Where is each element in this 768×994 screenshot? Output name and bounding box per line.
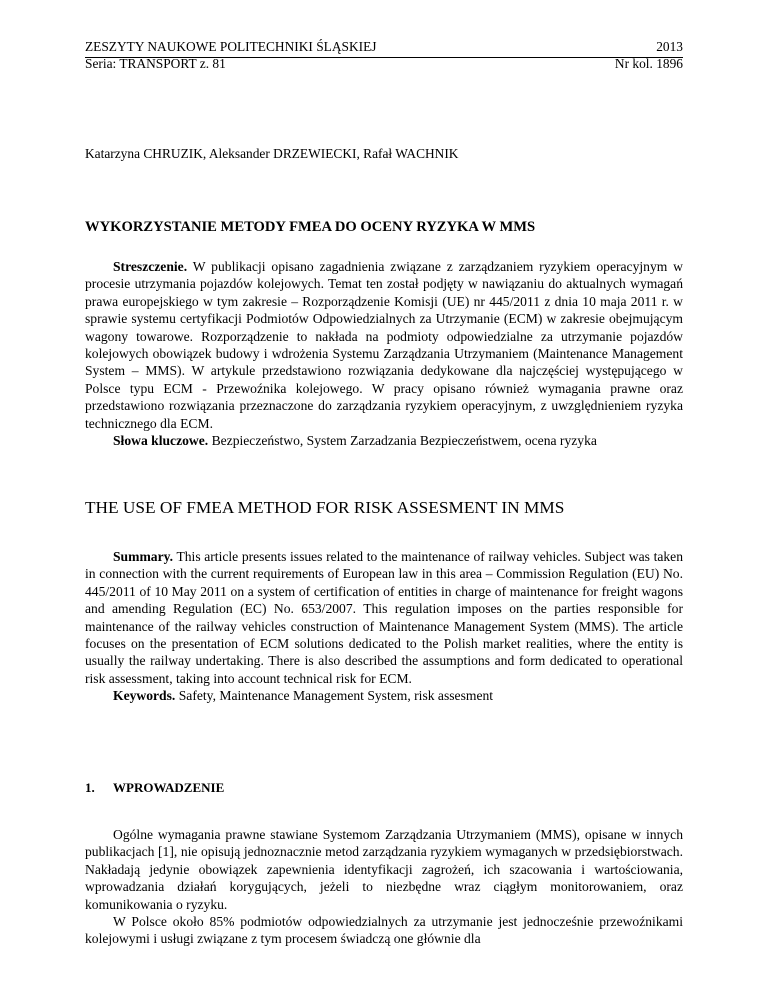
keywords-polish-label: Słowa kluczowe. xyxy=(113,433,209,449)
abstract-english xyxy=(85,548,683,705)
body-text xyxy=(85,826,683,948)
keywords-polish xyxy=(85,432,683,449)
keywords-english-text: Safety, Maintenance Management System, risk assesment xyxy=(178,688,494,704)
running-header xyxy=(85,38,683,72)
abstract-polish-text xyxy=(85,258,683,432)
paragraph: W Polsce około 85% podmiotów odpowiedzialnych za utrzymanie jest jednocześnie przewoźnikami kolejowymi i usługi związane z tym procesem świadczą one głównie dla xyxy=(85,914,683,947)
abstract-polish xyxy=(85,258,683,449)
title-polish: WYKORZYSTANIE METODY FMEA DO OCENY RYZYKA W MMS xyxy=(85,219,536,235)
title-english: THE USE OF FMEA METHOD FOR RISK ASSESMENT IN MMS xyxy=(85,498,565,517)
keywords-polish-text: Bezpieczeństwo, System Zarzadzania Bezpieczeństwem, ocena ryzyka xyxy=(211,433,597,449)
journal-name: ZESZYTY NAUKOWE POLITECHNIKI ŚLĄSKIEJ xyxy=(85,39,377,54)
journal-number: Nr kol. 1896 xyxy=(614,56,683,71)
section-heading xyxy=(85,780,224,796)
header-rule xyxy=(85,57,683,58)
authors: Katarzyna CHRUZIK, Aleksander DRZEWIECKI, Rafał WACHNIK xyxy=(85,146,459,161)
journal-year: 2013 xyxy=(656,39,683,54)
abstract-english-label: Summary. xyxy=(113,549,174,564)
section-number: 1. xyxy=(85,780,95,795)
section-title: WPROWADZENIE xyxy=(113,780,225,795)
paragraph: Ogólne wymagania prawne stawiane Systemom Zarządzania Utrzymaniem (MMS), opisane w innych publikacjach [1], nie opisują jednoznacznie metod zarządzania ryzykiem wymaganych w przedsiębiorstwach. Nakładają jedynie obowiązek zapewnienia identyfikacji zagrożeń, ich szacowania i wartościowania, wprowadzania działań korygujących, jeżeli to niezbędne wraz ciągłym monitorowaniem, oraz komunikowania o ryzyku. xyxy=(85,827,683,912)
keywords-english-label: Keywords. xyxy=(113,688,176,704)
keywords-english xyxy=(85,687,683,704)
abstract-english-body: This article presents issues related to the maintenance of railway vehicles. Subject was taken in connection with the current requirements of European law in this area – Commission Regulation (EU) No. 445/2011 of 10 May 2011 on a system of certification of entities in charge of maintenance for freight wagons and amending Regulation (EC) No. 653/2007. This regulation imposes on the parties responsible for maintenance of the railway vehicles construction of Maintenance Management System (MMS). The article focuses on the presentation of ECM solutions dedicated to the Polish market realities, where the entity is usually the railway undertaking. There is also described the assumptions and form dedicated to operational risk assessment, taking into account technical risk for ECM. xyxy=(85,549,684,686)
abstract-english-text xyxy=(85,548,683,687)
abstract-polish-body: W publikacji opisano zagadnienia związane z zarządzaniem ryzykiem operacyjnym w procesie utrzymania pojazdów kolejowych. Temat ten został podjęty w nawiązaniu do aktualnych wymagań prawa europejskiego w tym zakresie – Rozporządzenie Komisji (UE) nr 445/2011 z dnia 10 maja 2011 r. w sprawie systemu certyfikacji Podmiotów Odpowiedzialnych za Utrzymanie (ECM) w zakresie obejmującym wagony towarowe. Rozporządzenie to nakłada na podmioty odpowiedzialne za utrzymanie pojazdów kolejowych obowiązek budowy i wdrożenia Systemu Zarządzania Utrzymaniem (Maintenance Management System – MMS). W artykule przedstawiono rozwiązania dedykowane dla najczęściej występującego w Polsce typu ECM - Przewoźnika kolejowego. W pracy opisano również wymagania prawne oraz przedstawiono rozwiązania przeznaczone do zarządzania ryzykiem operacyjnym, z uwzględnieniem ryzyka technicznego dla ECM. xyxy=(85,259,683,431)
journal-series: Seria: TRANSPORT z. 81 xyxy=(85,56,226,71)
abstract-polish-label: Streszczenie. xyxy=(113,259,188,274)
